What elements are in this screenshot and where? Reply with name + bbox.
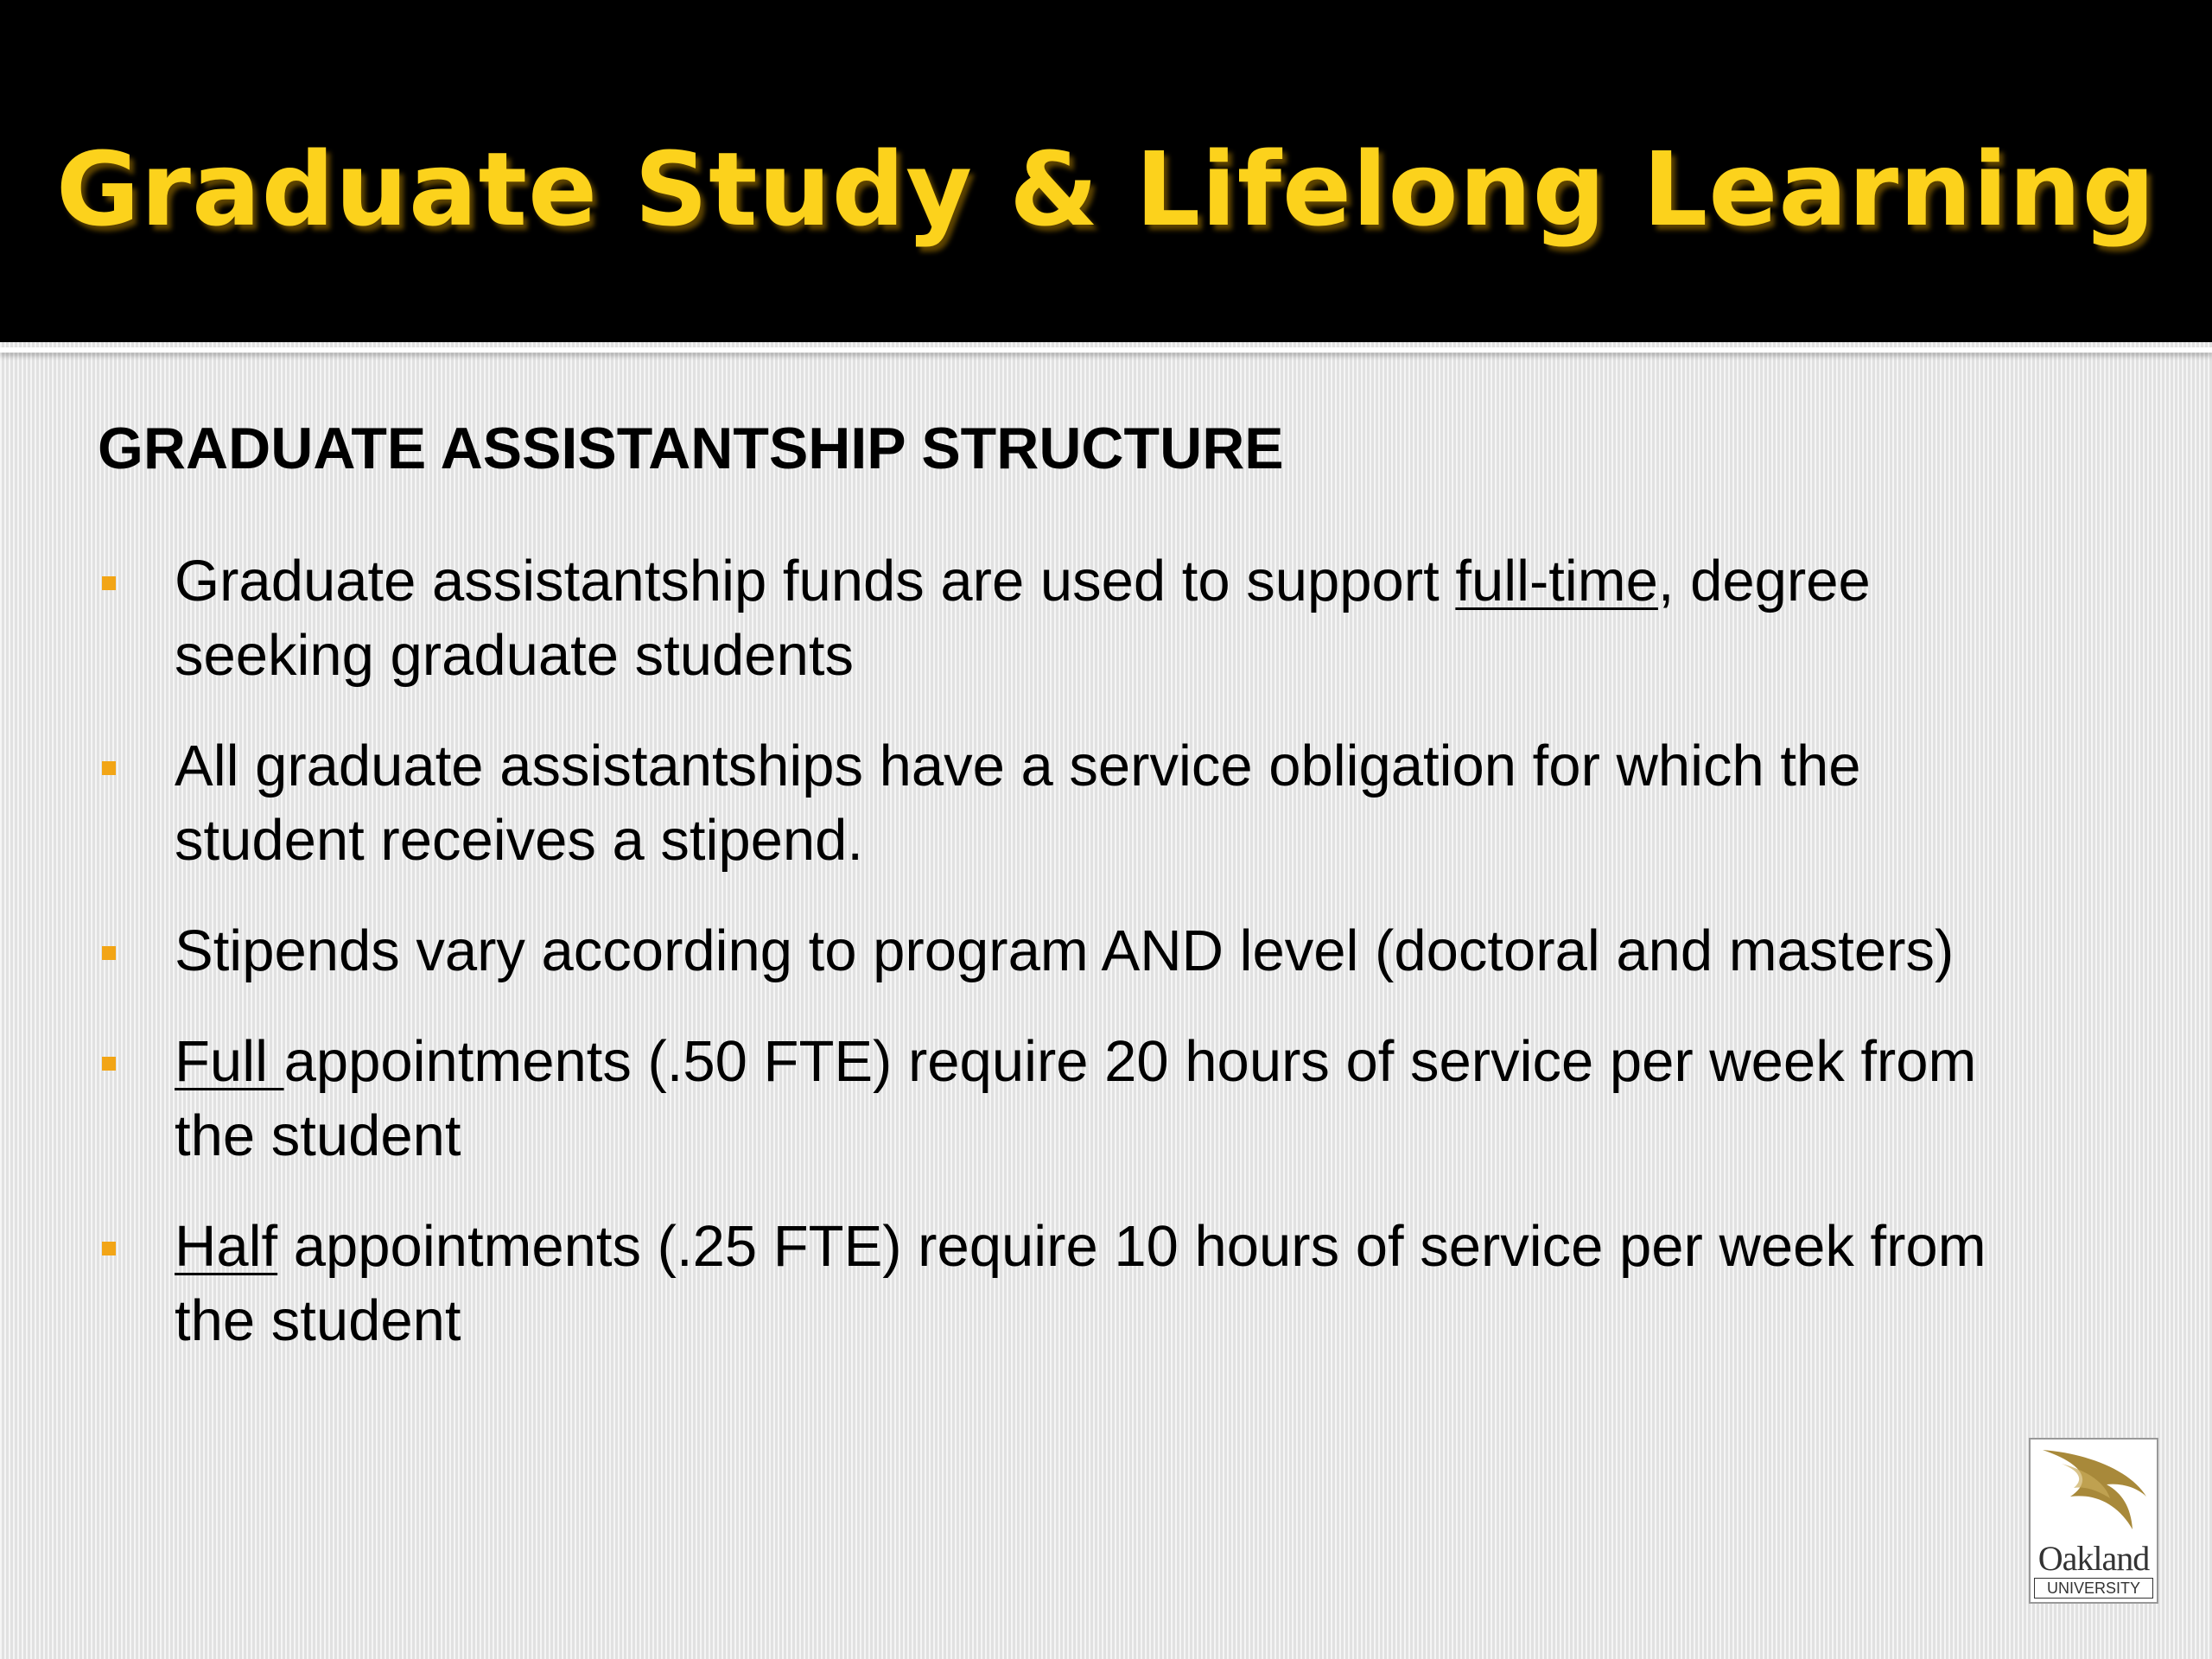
- bullet-emphasis: Full: [175, 1029, 284, 1094]
- logo-subtitle: UNIVERSITY: [2034, 1578, 2153, 1599]
- bullet-text: appointments (.25 FTE) require 10 hours of service per week from the student: [175, 1214, 1986, 1353]
- logo-name: Oakland: [2037, 1539, 2150, 1578]
- bullet-text: , degree seeking graduate students: [175, 549, 1871, 688]
- slide-title: Graduate Study & Lifelong Learning: [55, 130, 2157, 249]
- bullet-text: All graduate assistantships have a service obligation for which the student receives a stipend.: [175, 734, 1861, 873]
- oakland-university-logo: [2029, 1438, 2158, 1604]
- square-bullet-icon: [102, 761, 116, 775]
- bullet-list: [95, 544, 2048, 1395]
- bullet-emphasis: Half: [175, 1214, 278, 1279]
- bullet-item: [95, 1210, 2048, 1358]
- bullet-item: [95, 544, 2048, 693]
- bullet-item: [95, 729, 2048, 878]
- square-bullet-icon: [102, 1242, 116, 1255]
- section-heading: GRADUATE ASSISTANTSHIP STRUCTURE: [98, 416, 1284, 481]
- header-divider: [0, 347, 2212, 353]
- bullet-item: [95, 914, 2048, 988]
- bullet-item: [95, 1025, 2048, 1173]
- square-bullet-icon: [102, 946, 116, 960]
- bullet-text: Graduate assistantship funds are used to support: [175, 549, 1456, 613]
- square-bullet-icon: [102, 1057, 116, 1071]
- square-bullet-icon: [102, 576, 116, 590]
- bullet-emphasis: full-time: [1455, 549, 1658, 613]
- bullet-text: appointments (.50 FTE) require 20 hours of service per week from the student: [175, 1029, 1977, 1168]
- bullet-text: Stipends vary according to program AND level (doctoral and masters): [175, 918, 1955, 983]
- oakland-swoosh-icon: [2036, 1445, 2153, 1538]
